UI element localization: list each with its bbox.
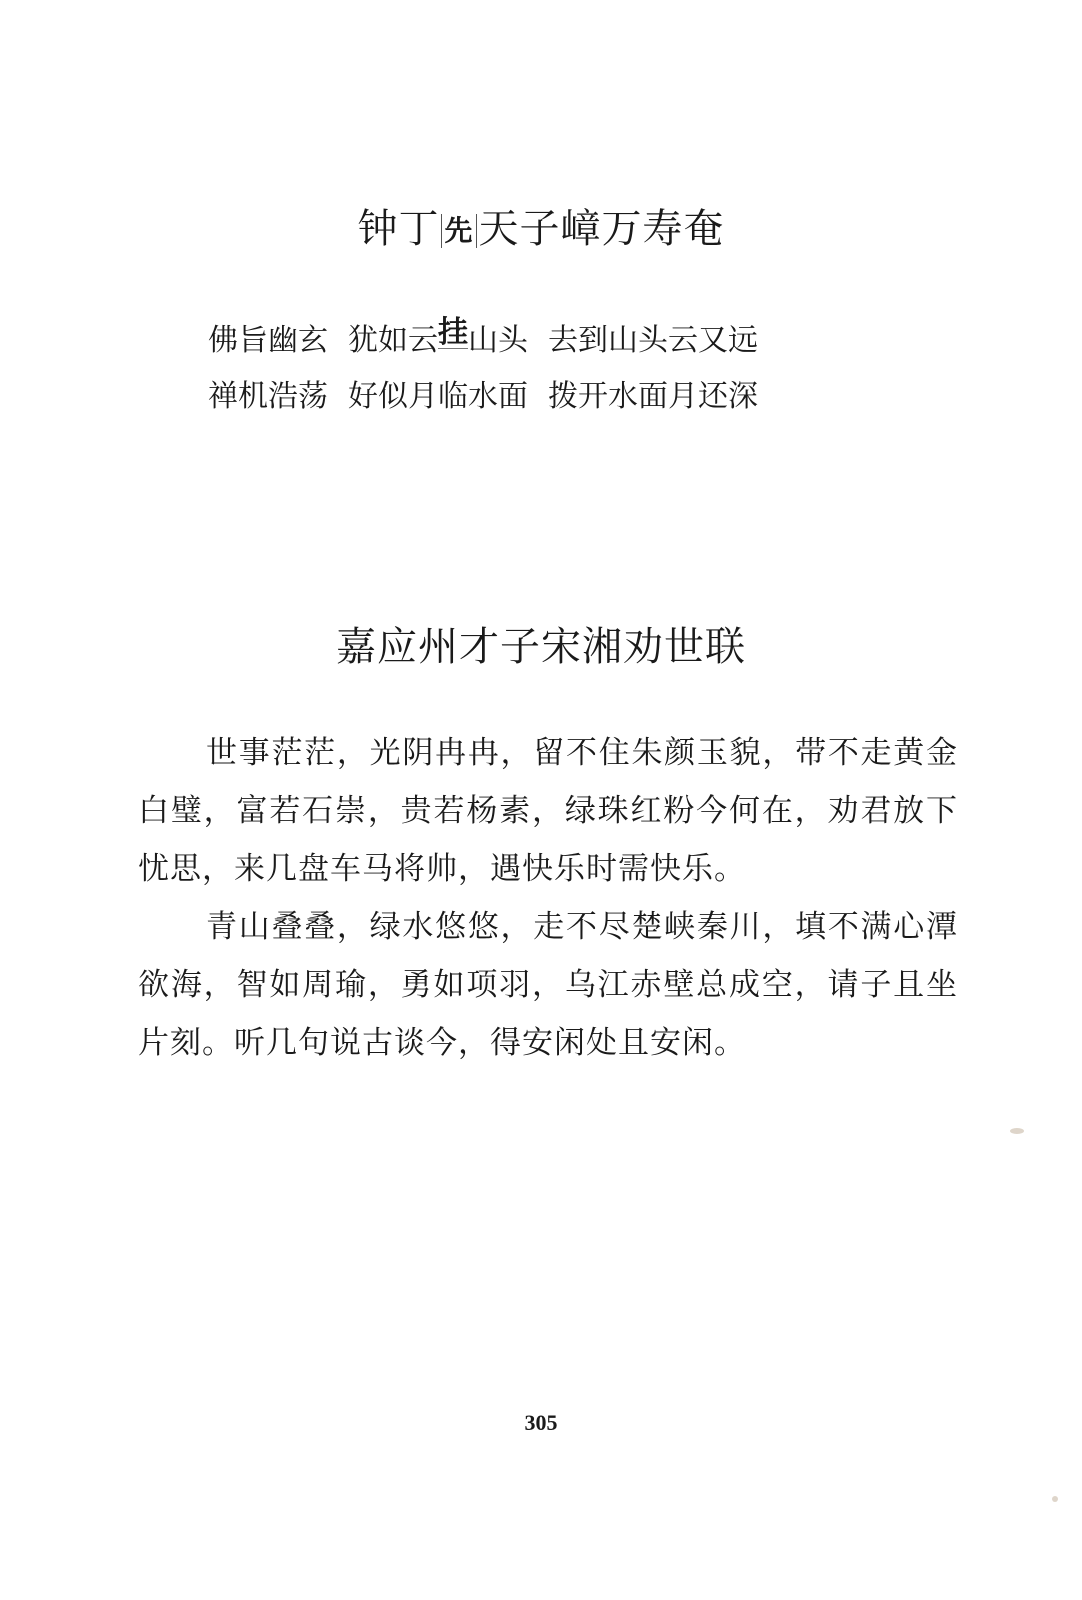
section-1-title-end: 天子嶂万寿奄: [478, 206, 725, 252]
couplet-line-2: [208, 377, 908, 417]
section-1-title: [0, 205, 1082, 253]
couplet-line-2-part-3: 拨开水面月还深: [548, 379, 758, 414]
couplet-line-1-part-2-start: 犹如云: [348, 323, 438, 358]
section-1-title-start: 钟丁: [357, 206, 440, 252]
couplet-line-1-part-2-end: 山头: [468, 323, 528, 358]
section-2-title: 嘉应州才子宋湘劝世联: [336, 624, 746, 670]
couplet-line-1-part-1: 佛旨幽玄: [208, 323, 328, 358]
section-1-title-boxed-character: 先: [441, 214, 476, 248]
page-number: 305: [524, 1410, 558, 1435]
couplet-line-2-part-1: 禅机浩荡: [208, 379, 328, 414]
couplet-line-1-part-3: 去到山头云又远: [548, 323, 758, 358]
couplet-line-2-part-2: 好似月临水面: [348, 379, 528, 414]
paper-speck: [1010, 1128, 1024, 1134]
couplet-line-1-raised-character: 挂: [438, 315, 468, 350]
couplet-line-1: [208, 315, 908, 361]
section-2-paragraph-1: 世事茫茫，光阴冉冉，留不住朱颜玉貌，带不走黄金白璧，富若石崇，贵若杨素，绿珠红粉今何在，劝君放下忧思，来几盘车马将帅，遇快乐时需快乐。: [138, 735, 958, 887]
paper-speck: [1052, 1496, 1058, 1502]
couplet-line-1-part-2: [348, 315, 528, 361]
section-2-paragraph-2: 青山叠叠，绿水悠悠，走不尽楚峡秦川，填不满心潭欲海，智如周瑜，勇如项羽，乌江赤壁总成空，请子且坐片刻。听几句说古谈今，得安闲处且安闲。: [138, 909, 958, 1061]
